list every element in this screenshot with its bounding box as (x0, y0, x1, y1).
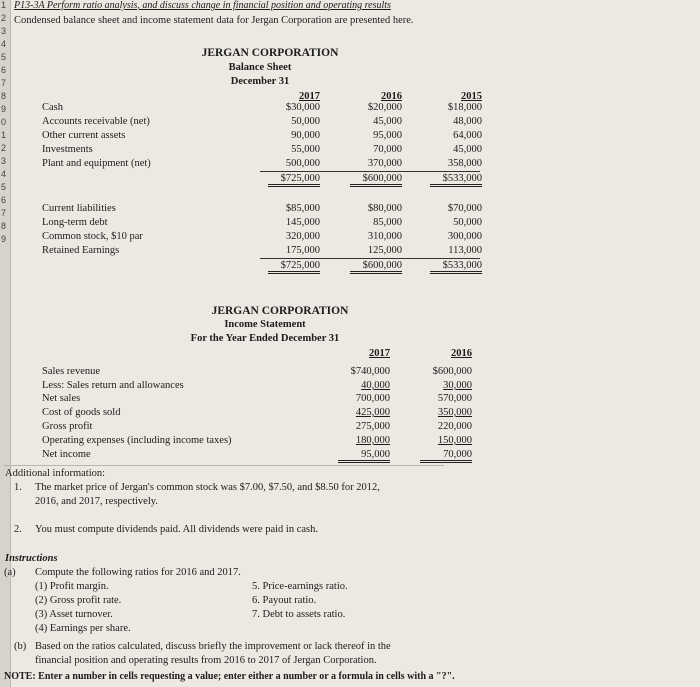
is-year-2016: 2016 (451, 348, 472, 359)
row-number: 2 (1, 13, 7, 23)
additional-heading: Additional information: (5, 468, 106, 479)
row-number: 3 (1, 26, 7, 36)
row-number: 5 (1, 52, 7, 62)
additional-item-number: 2. (14, 524, 22, 535)
bs-year-2017: 2017 (299, 91, 320, 102)
bs-asset-value: 48,000 (453, 116, 482, 127)
row-number: 4 (1, 169, 7, 179)
ratio-item-left: (4) Earnings per share. (35, 623, 131, 634)
bs-liability-label: Current liabilities (42, 203, 116, 214)
bs-liability-value: 125,000 (367, 245, 402, 256)
problem-title: P13-3A Perform ratio analysis, and discuss change in financial position and operating results (14, 0, 391, 11)
is-row-label: Operating expenses (including income taxes) (42, 435, 232, 446)
bs-liability-value: 320,000 (285, 231, 320, 242)
bs-asset-value: 90,000 (291, 130, 320, 141)
ratio-item-right: 7. Debt to assets ratio. (252, 609, 346, 620)
is-row-value: $600,000 (432, 366, 472, 377)
bs-assets-total-value: $533,000 (430, 173, 482, 187)
instructions-heading: Instructions (5, 553, 58, 564)
row-number: 6 (1, 195, 7, 205)
bs-asset-value: $18,000 (447, 102, 482, 113)
row-number: 9 (1, 104, 7, 114)
bs-asset-label: Investments (42, 144, 93, 155)
ratio-item-right: 6. Payout ratio. (252, 595, 317, 606)
bs-liability-value: 145,000 (285, 217, 320, 228)
is-row-value: 150,000 (437, 435, 472, 446)
bs-liability-value: 175,000 (285, 245, 320, 256)
additional-item-text: You must compute dividends paid. All dividends were paid in cash. (35, 524, 318, 535)
bs-year-2015: 2015 (461, 91, 482, 102)
bs-asset-label: Accounts receivable (net) (42, 116, 150, 127)
bs-asset-label: Plant and equipment (net) (42, 158, 151, 169)
intro-text: Condensed balance sheet and income statement data for Jergan Corporation are presented here. (14, 15, 414, 26)
bs-liability-value: 85,000 (373, 217, 402, 228)
bs-date: December 31 (230, 76, 290, 87)
row-number: 7 (1, 208, 7, 218)
is-row-value: 220,000 (437, 421, 472, 432)
bs-asset-value: 64,000 (453, 130, 482, 141)
ratio-item-left: (3) Asset turnover. (35, 609, 113, 620)
is-year-2017: 2017 (369, 348, 390, 359)
additional-item-text-cont: 2016, and 2017, respectively. (35, 496, 158, 507)
row-number: 4 (1, 39, 7, 49)
bs-liability-value: $70,000 (447, 203, 482, 214)
bs-asset-value: 45,000 (453, 144, 482, 155)
is-row-value: 275,000 (355, 421, 390, 432)
row-number: 3 (1, 156, 7, 166)
is-row-value: 700,000 (355, 393, 390, 404)
is-row-value: 40,000 (361, 380, 390, 391)
is-row-label: Gross profit (42, 421, 93, 432)
bs-liability-value: 310,000 (367, 231, 402, 242)
bs-liab-total-value: $725,000 (268, 260, 320, 274)
is-row-value: 180,000 (355, 435, 390, 446)
instr-b-text-2: financial position and operating results from 2016 to 2017 of Jergan Corporation. (35, 655, 377, 666)
bs-asset-value: 55,000 (291, 144, 320, 155)
is-row-label: Less: Sales return and allowances (42, 380, 184, 391)
instr-a-label: (a) (4, 567, 16, 578)
bs-asset-value: $30,000 (285, 102, 320, 113)
row-number: 8 (1, 91, 7, 101)
row-number: 5 (1, 182, 7, 192)
section-divider (4, 465, 444, 466)
is-company-name: JERGAN CORPORATION (211, 305, 349, 317)
bs-asset-value: 95,000 (373, 130, 402, 141)
is-row-value: $740,000 (350, 366, 390, 377)
is-statement-name: Income Statement (224, 319, 306, 330)
row-number: 9 (1, 234, 7, 244)
ratio-item-left: (2) Gross profit rate. (35, 595, 122, 606)
bs-asset-value: 500,000 (285, 158, 320, 169)
is-row-value: 425,000 (355, 407, 390, 418)
row-number: 2 (1, 143, 7, 153)
bs-liability-value: 113,000 (448, 245, 482, 256)
bs-liab-total-value: $533,000 (430, 260, 482, 274)
row-number: 6 (1, 65, 7, 75)
bs-asset-label: Other current assets (42, 130, 126, 141)
is-period: For the Year Ended December 31 (190, 333, 340, 344)
bs-liability-label: Retained Earnings (42, 245, 120, 256)
row-number: 0 (1, 117, 7, 127)
bs-asset-value: 70,000 (373, 144, 402, 155)
instr-b-text-1: Based on the ratios calculated, discuss briefly the improvement or lack thereof in the (35, 641, 391, 652)
bs-liability-value: 300,000 (447, 231, 482, 242)
is-row-value: 95,000 (338, 449, 390, 463)
bs-liability-value: $80,000 (367, 203, 402, 214)
is-row-value: 350,000 (437, 407, 472, 418)
bs-liability-value: 50,000 (453, 217, 482, 228)
is-row-label: Net sales (42, 393, 81, 404)
bs-year-2016: 2016 (381, 91, 402, 102)
bs-assets-rule (260, 171, 480, 172)
bs-assets-total-value: $725,000 (268, 173, 320, 187)
row-number: 8 (1, 221, 7, 231)
instr-a-text: Compute the following ratios for 2016 and 2017. (35, 567, 241, 578)
is-row-label: Net income (42, 449, 91, 460)
additional-item-text: The market price of Jergan's common stock was $7.00, $7.50, and $8.50 for 2012, (35, 482, 380, 493)
bs-liability-label: Long-term debt (42, 217, 108, 228)
ratio-item-right: 5. Price-earnings ratio. (252, 581, 348, 592)
is-row-value: 70,000 (420, 449, 472, 463)
additional-item-number: 1. (14, 482, 22, 493)
ratio-item-left: (1) Profit margin. (35, 581, 109, 592)
is-row-value: 570,000 (437, 393, 472, 404)
bs-liab-rule (260, 258, 480, 259)
instructions-note: NOTE: Enter a number in cells requesting a value; enter either a number or a formula in cells with a "?". (4, 671, 455, 682)
is-row-label: Cost of goods sold (42, 407, 121, 418)
bs-asset-value: $20,000 (367, 102, 402, 113)
instr-b-label: (b) (14, 641, 27, 652)
bs-asset-value: 358,000 (447, 158, 482, 169)
bs-company-name: JERGAN CORPORATION (201, 47, 339, 59)
bs-statement-name: Balance Sheet (228, 62, 292, 73)
bs-asset-label: Cash (42, 102, 63, 113)
bs-asset-value: 45,000 (373, 116, 402, 127)
bs-liability-value: $85,000 (285, 203, 320, 214)
is-row-label: Sales revenue (42, 366, 101, 377)
row-number: 1 (1, 130, 7, 140)
bs-asset-value: 370,000 (367, 158, 402, 169)
is-row-value: 30,000 (443, 380, 472, 391)
bs-assets-total-value: $600,000 (350, 173, 402, 187)
bs-asset-value: 50,000 (291, 116, 320, 127)
bs-liab-total-value: $600,000 (350, 260, 402, 274)
bs-liability-label: Common stock, $10 par (42, 231, 143, 242)
row-number: 7 (1, 78, 7, 88)
row-number: 1 (1, 0, 7, 10)
